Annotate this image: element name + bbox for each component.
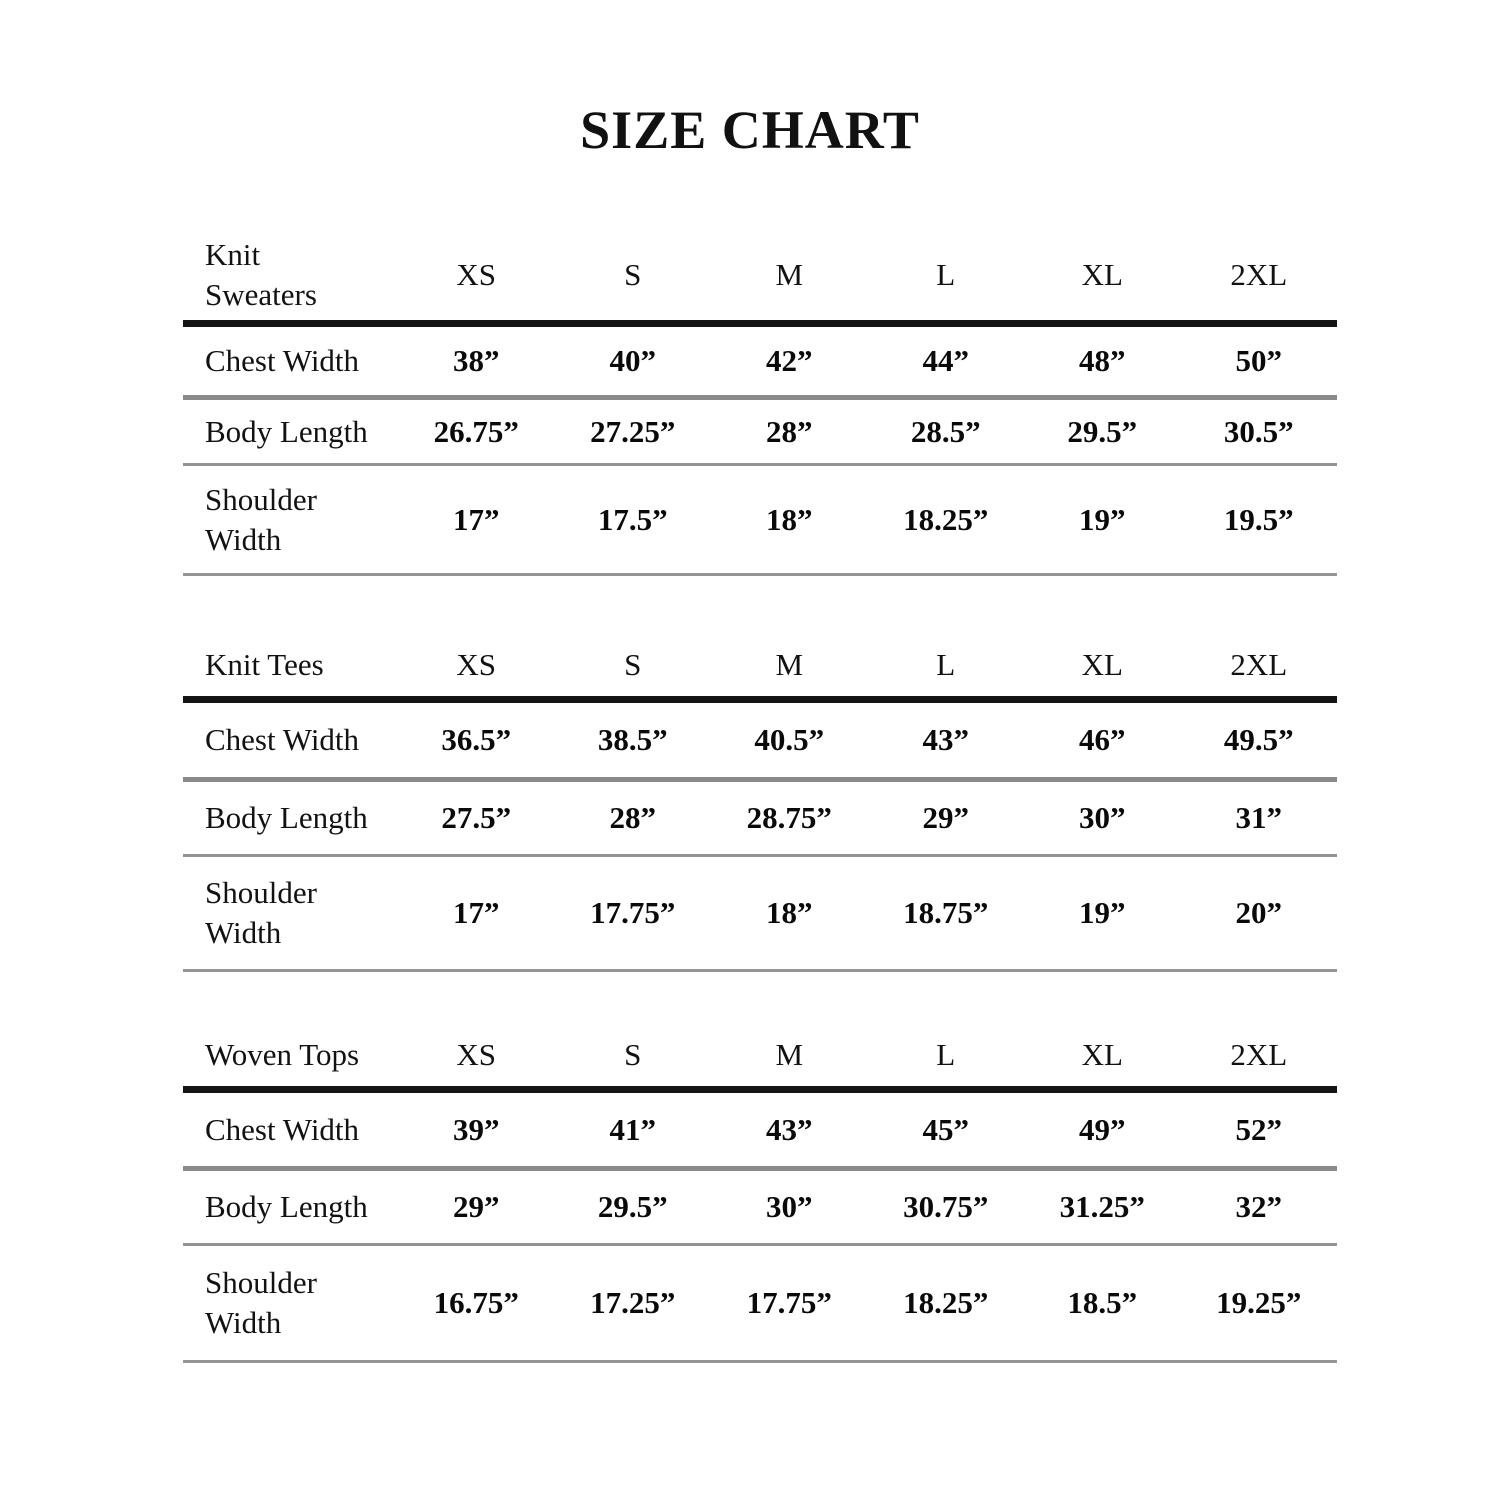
woven-tops-header-row (183, 1024, 1337, 1093)
measurement-value: 17” (398, 466, 555, 576)
measurement-value: 40.5” (711, 703, 868, 782)
measurement-value: 18.25” (868, 1246, 1025, 1363)
size-header-xs: XS (398, 230, 555, 327)
size-header-l: L (868, 634, 1025, 703)
measurement-value: 19.5” (1181, 466, 1338, 576)
measurement-value: 48” (1024, 327, 1181, 400)
row-label: Shoulder Width (183, 1246, 398, 1363)
measurement-value: 19” (1024, 857, 1181, 972)
measurement-value: 17.75” (711, 1246, 868, 1363)
measurement-value: 49” (1024, 1093, 1181, 1171)
measurement-value: 52” (1181, 1093, 1338, 1171)
chest-width-row (183, 327, 1337, 400)
measurement-value: 39” (398, 1093, 555, 1171)
knit-sweaters-header-row (183, 230, 1337, 327)
measurement-value: 17.25” (555, 1246, 712, 1363)
body-length-row (183, 782, 1337, 857)
measurement-value: 32” (1181, 1171, 1338, 1246)
row-label: Chest Width (183, 1093, 398, 1171)
measurement-value: 30” (711, 1171, 868, 1246)
knit-tees-header-row (183, 634, 1337, 703)
chest-width-row (183, 1093, 1337, 1171)
measurement-value: 17.5” (555, 466, 712, 576)
size-header-xl: XL (1024, 634, 1181, 703)
category-label: Knit Sweaters (183, 230, 398, 327)
size-header-xs: XS (398, 634, 555, 703)
measurement-value: 29” (868, 782, 1025, 857)
measurement-value: 19” (1024, 466, 1181, 576)
measurement-value: 43” (711, 1093, 868, 1171)
measurement-value: 17” (398, 857, 555, 972)
measurement-value: 19.25” (1181, 1246, 1338, 1363)
size-chart-tables (183, 230, 1337, 1363)
size-header-l: L (868, 230, 1025, 327)
row-label: Body Length (183, 1171, 398, 1246)
measurement-value: 16.75” (398, 1246, 555, 1363)
measurement-value: 40” (555, 327, 712, 400)
measurement-value: 30” (1024, 782, 1181, 857)
measurement-value: 28.5” (868, 400, 1025, 466)
row-label: Body Length (183, 400, 398, 466)
measurement-value: 18” (711, 466, 868, 576)
size-header-s: S (555, 1024, 712, 1093)
size-header-s: S (555, 230, 712, 327)
body-length-row (183, 400, 1337, 466)
measurement-value: 18.25” (868, 466, 1025, 576)
page-title: SIZE CHART (580, 100, 920, 160)
measurement-value: 30.5” (1181, 400, 1338, 466)
measurement-value: 20” (1181, 857, 1338, 972)
measurement-value: 46” (1024, 703, 1181, 782)
shoulder-width-row (183, 466, 1337, 576)
measurement-value: 29.5” (1024, 400, 1181, 466)
measurement-value: 31” (1181, 782, 1338, 857)
measurement-value: 18.5” (1024, 1246, 1181, 1363)
measurement-value: 27.25” (555, 400, 712, 466)
measurement-value: 28.75” (711, 782, 868, 857)
row-label: Shoulder Width (183, 857, 398, 972)
size-header-xl: XL (1024, 230, 1181, 327)
measurement-value: 44” (868, 327, 1025, 400)
measurement-value: 31.25” (1024, 1171, 1181, 1246)
measurement-value: 42” (711, 327, 868, 400)
category-label: Woven Tops (183, 1024, 398, 1093)
size-header-2xl: 2XL (1181, 1024, 1338, 1093)
body-length-row (183, 1171, 1337, 1246)
measurement-value: 49.5” (1181, 703, 1338, 782)
shoulder-width-row (183, 857, 1337, 972)
size-header-xl: XL (1024, 1024, 1181, 1093)
measurement-value: 50” (1181, 327, 1338, 400)
chest-width-row (183, 703, 1337, 782)
size-header-l: L (868, 1024, 1025, 1093)
measurement-value: 45” (868, 1093, 1025, 1171)
shoulder-width-row (183, 1246, 1337, 1363)
measurement-value: 38.5” (555, 703, 712, 782)
row-label: Body Length (183, 782, 398, 857)
size-header-xs: XS (398, 1024, 555, 1093)
measurement-value: 29.5” (555, 1171, 712, 1246)
measurement-value: 30.75” (868, 1171, 1025, 1246)
size-header-2xl: 2XL (1181, 634, 1338, 703)
knit-tees-table (183, 634, 1337, 972)
knit-sweaters-table (183, 230, 1337, 576)
category-label: Knit Tees (183, 634, 398, 703)
measurement-value: 43” (868, 703, 1025, 782)
size-header-s: S (555, 634, 712, 703)
measurement-value: 41” (555, 1093, 712, 1171)
size-header-m: M (711, 230, 868, 327)
size-header-2xl: 2XL (1181, 230, 1338, 327)
measurement-value: 18” (711, 857, 868, 972)
measurement-value: 17.75” (555, 857, 712, 972)
measurement-value: 29” (398, 1171, 555, 1246)
measurement-value: 18.75” (868, 857, 1025, 972)
measurement-value: 26.75” (398, 400, 555, 466)
measurement-value: 36.5” (398, 703, 555, 782)
woven-tops-table (183, 1024, 1337, 1363)
measurement-value: 38” (398, 327, 555, 400)
row-label: Chest Width (183, 327, 398, 400)
size-header-m: M (711, 634, 868, 703)
measurement-value: 28” (555, 782, 712, 857)
row-label: Chest Width (183, 703, 398, 782)
size-header-m: M (711, 1024, 868, 1093)
measurement-value: 28” (711, 400, 868, 466)
row-label: Shoulder Width (183, 466, 398, 576)
measurement-value: 27.5” (398, 782, 555, 857)
